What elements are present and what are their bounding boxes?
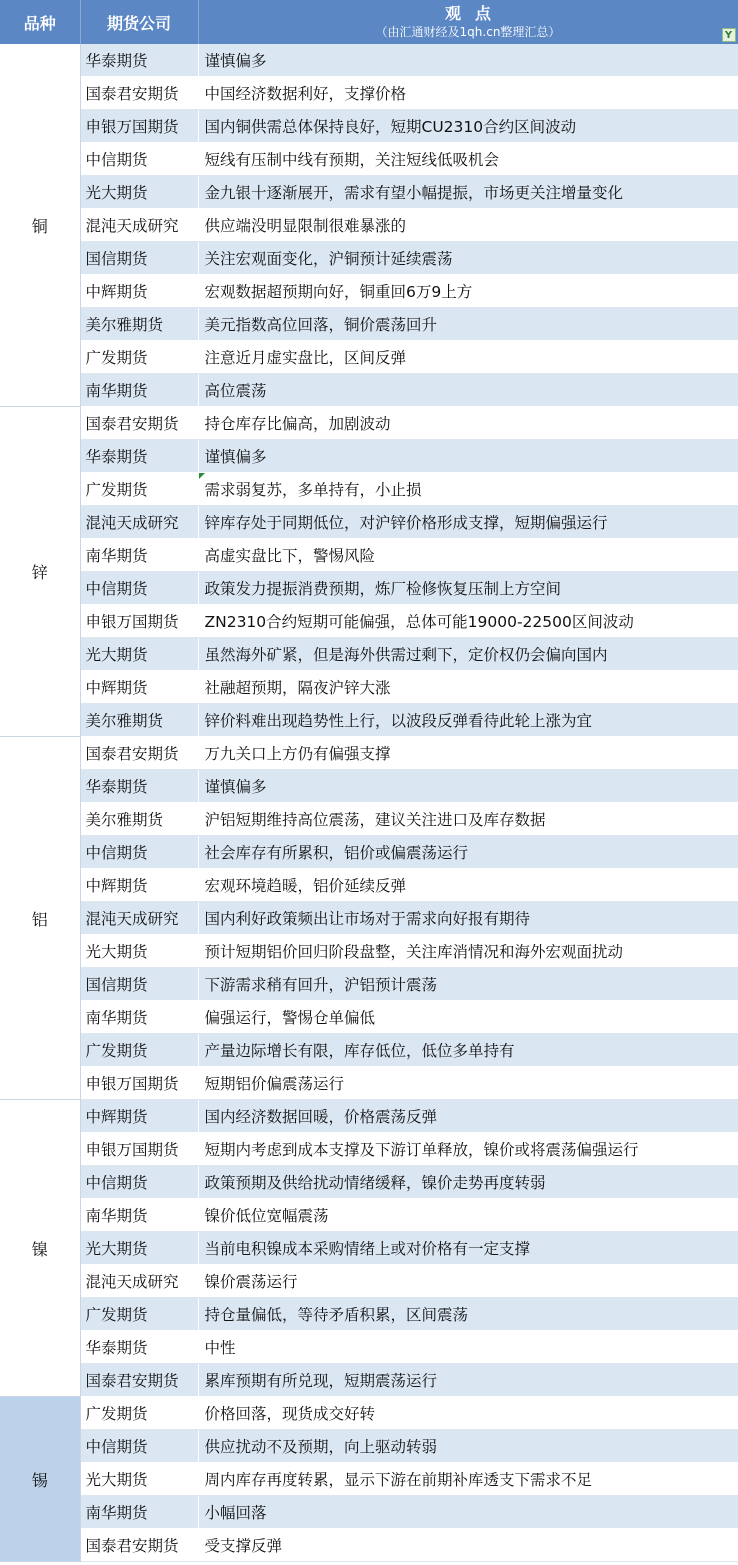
- view-cell: 谨慎偏多: [198, 770, 738, 803]
- table-row: [0, 671, 738, 704]
- view-cell: 中性: [198, 1331, 738, 1364]
- company-cell: 中辉期货: [80, 275, 198, 308]
- company-cell: 南华期货: [80, 539, 198, 572]
- company-cell: 国泰君安期货: [80, 77, 198, 110]
- table-row: [0, 275, 738, 308]
- table-row: [0, 1430, 738, 1463]
- table-row: [0, 605, 738, 638]
- header-row: [0, 0, 738, 44]
- view-cell: 下游需求稍有回升，沪铝预计震荡: [198, 968, 738, 1001]
- view-header[interactable]: [198, 0, 738, 44]
- table-row: [0, 1298, 738, 1331]
- company-cell: 美尔雅期货: [80, 308, 198, 341]
- view-cell: 国内利好政策频出让市场对于需求向好报有期待: [198, 902, 738, 935]
- company-cell: 申银万国期货: [80, 605, 198, 638]
- table-row: [0, 1034, 738, 1067]
- company-cell: 国泰君安期货: [80, 737, 198, 770]
- company-header[interactable]: 期货公司: [80, 0, 198, 44]
- view-cell: 注意近月虚实盘比，区间反弹: [198, 341, 738, 374]
- view-cell: 受支撑反弹: [198, 1529, 738, 1562]
- company-cell: 申银万国期货: [80, 1067, 198, 1100]
- company-cell: 南华期货: [80, 1199, 198, 1232]
- table-row: [0, 1001, 738, 1034]
- view-cell: 锌价料难出现趋势性上行，以波段反弹看待此轮上涨为宜: [198, 704, 738, 737]
- table-row: [0, 143, 738, 176]
- view-cell: 短期铝价偏震荡运行: [198, 1067, 738, 1100]
- view-cell: 周内库存再度转累，显示下游在前期补库透支下需求不足: [198, 1463, 738, 1496]
- category-cell: 镍: [0, 1100, 80, 1397]
- table-row: [0, 935, 738, 968]
- company-cell: 美尔雅期货: [80, 803, 198, 836]
- view-cell: 政策预期及供给扰动情绪缓释，镍价走势再度转弱: [198, 1166, 738, 1199]
- company-cell: 中辉期货: [80, 671, 198, 704]
- company-cell: 混沌天成研究: [80, 209, 198, 242]
- company-cell: 混沌天成研究: [80, 902, 198, 935]
- company-cell: 广发期货: [80, 1298, 198, 1331]
- table-row: [0, 1364, 738, 1397]
- company-cell: 华泰期货: [80, 44, 198, 77]
- view-cell: 万九关口上方仍有偏强支撑: [198, 737, 738, 770]
- table-row: [0, 1067, 738, 1100]
- table-row: [0, 110, 738, 143]
- company-cell: 中信期货: [80, 1166, 198, 1199]
- table-row: [0, 1100, 738, 1133]
- company-cell: 广发期货: [80, 341, 198, 374]
- view-cell: 持仓库存比偏高，加剧波动: [198, 407, 738, 440]
- company-cell: 混沌天成研究: [80, 1265, 198, 1298]
- table-row: [0, 440, 738, 473]
- company-cell: 申银万国期货: [80, 1133, 198, 1166]
- table-row: [0, 770, 738, 803]
- view-cell: 供应扰动不及预期，向上驱动转弱: [198, 1430, 738, 1463]
- filter-icon[interactable]: Y: [722, 28, 736, 42]
- view-cell: 高位震荡: [198, 374, 738, 407]
- table-row: [0, 341, 738, 374]
- company-cell: 光大期货: [80, 1232, 198, 1265]
- table-row: [0, 1529, 738, 1562]
- table-row: [0, 869, 738, 902]
- view-cell: 镍价震荡运行: [198, 1265, 738, 1298]
- company-cell: 国信期货: [80, 242, 198, 275]
- view-cell: 镍价低位宽幅震荡: [198, 1199, 738, 1232]
- table-row: [0, 1397, 738, 1430]
- view-cell: 国内经济数据回暖，价格震荡反弹: [198, 1100, 738, 1133]
- view-cell: 预计短期铝价回归阶段盘整，关注库消情况和海外宏观面扰动: [198, 935, 738, 968]
- table-row: [0, 572, 738, 605]
- view-cell: 累库预期有所兑现，短期震荡运行: [198, 1364, 738, 1397]
- view-cell: 美元指数高位回落，铜价震荡回升: [198, 308, 738, 341]
- table-row: [0, 539, 738, 572]
- table-row: [0, 803, 738, 836]
- category-cell: 锡: [0, 1397, 80, 1562]
- view-cell: 政策发力提振消费预期，炼厂检修恢复压制上方空间: [198, 572, 738, 605]
- company-cell: 光大期货: [80, 1463, 198, 1496]
- view-cell: 持仓量偏低，等待矛盾积累，区间震荡: [198, 1298, 738, 1331]
- view-cell: 沪铝短期维持高位震荡，建议关注进口及库存数据: [198, 803, 738, 836]
- company-cell: 美尔雅期货: [80, 704, 198, 737]
- table-row: [0, 704, 738, 737]
- company-cell: 广发期货: [80, 1034, 198, 1067]
- view-header-subtitle: （由汇通财经及1qh.cn整理汇总）: [375, 24, 561, 39]
- table-row: [0, 1133, 738, 1166]
- company-cell: 国信期货: [80, 968, 198, 1001]
- company-cell: 广发期货: [80, 473, 198, 506]
- view-cell: 中国经济数据利好，支撑价格: [198, 77, 738, 110]
- company-cell: 国泰君安期货: [80, 1529, 198, 1562]
- view-cell: 锌库存处于同期低位，对沪锌价格形成支撑，短期偏强运行: [198, 506, 738, 539]
- table-row: [0, 374, 738, 407]
- view-cell: 社会库存有所累积，铝价或偏震荡运行: [198, 836, 738, 869]
- table-row: [0, 1496, 738, 1529]
- view-cell: 供应端没明显限制很难暴涨的: [198, 209, 738, 242]
- table-row: [0, 1232, 738, 1265]
- company-cell: 南华期货: [80, 374, 198, 407]
- company-cell: 光大期货: [80, 638, 198, 671]
- view-cell: 关注宏观面变化，沪铜预计延续震荡: [198, 242, 738, 275]
- table-row: [0, 1265, 738, 1298]
- table-row: [0, 44, 738, 77]
- table-row: [0, 209, 738, 242]
- view-cell: 短期内考虑到成本支撑及下游订单释放，镍价或将震荡偏强运行: [198, 1133, 738, 1166]
- table-row: [0, 506, 738, 539]
- company-cell: 华泰期货: [80, 770, 198, 803]
- view-cell: ZN2310合约短期可能偏强，总体可能19000-22500区间波动: [198, 605, 738, 638]
- table-row: [0, 737, 738, 770]
- view-cell: 偏强运行，警惕仓单偏低: [198, 1001, 738, 1034]
- category-cell: 锌: [0, 407, 80, 737]
- category-cell: 铝: [0, 737, 80, 1100]
- view-cell: 谨慎偏多: [198, 440, 738, 473]
- company-cell: 国泰君安期货: [80, 1364, 198, 1397]
- company-cell: 申银万国期货: [80, 110, 198, 143]
- view-cell: 宏观环境趋暖，铝价延续反弹: [198, 869, 738, 902]
- company-cell: 南华期货: [80, 1001, 198, 1034]
- company-cell: 中信期货: [80, 143, 198, 176]
- company-cell: 中信期货: [80, 572, 198, 605]
- company-cell: 中辉期货: [80, 869, 198, 902]
- category-header[interactable]: 品种: [0, 0, 80, 44]
- company-cell: 中信期货: [80, 1430, 198, 1463]
- table-row: [0, 407, 738, 440]
- view-cell: 宏观数据超预期向好，铜重回6万9上方: [198, 275, 738, 308]
- table-row: [0, 1199, 738, 1232]
- view-cell: 社融超预期，隔夜沪锌大涨: [198, 671, 738, 704]
- table-row: [0, 1166, 738, 1199]
- table-row: [0, 638, 738, 671]
- view-cell: 谨慎偏多: [198, 44, 738, 77]
- table-row: [0, 902, 738, 935]
- company-cell: 中辉期货: [80, 1100, 198, 1133]
- view-cell: 小幅回落: [198, 1496, 738, 1529]
- view-cell: 产量边际增长有限，库存低位，低位多单持有: [198, 1034, 738, 1067]
- table-row: [0, 968, 738, 1001]
- table-row: [0, 1331, 738, 1364]
- company-cell: 光大期货: [80, 176, 198, 209]
- view-cell: 当前电积镍成本采购情绪上或对价格有一定支撑: [198, 1232, 738, 1265]
- company-cell: 混沌天成研究: [80, 506, 198, 539]
- view-cell: 金九银十逐渐展开，需求有望小幅提振，市场更关注增量变化: [198, 176, 738, 209]
- company-cell: 华泰期货: [80, 1331, 198, 1364]
- category-cell: 铜: [0, 44, 80, 407]
- table-row: [0, 473, 738, 506]
- company-cell: 华泰期货: [80, 440, 198, 473]
- company-cell: 国泰君安期货: [80, 407, 198, 440]
- table-row: [0, 176, 738, 209]
- company-cell: 中信期货: [80, 836, 198, 869]
- view-cell: 高虚实盘比下，警惕风险: [198, 539, 738, 572]
- table-row: [0, 836, 738, 869]
- view-cell: 虽然海外矿紧，但是海外供需过剩下，定价权仍会偏向国内: [198, 638, 738, 671]
- company-cell: 南华期货: [80, 1496, 198, 1529]
- view-cell: 需求弱复苏，多单持有，小止损: [198, 473, 738, 506]
- table-row: [0, 77, 738, 110]
- company-cell: 光大期货: [80, 935, 198, 968]
- view-cell: 价格回落，现货成交好转: [198, 1397, 738, 1430]
- view-cell: 短线有压制中线有预期，关注短线低吸机会: [198, 143, 738, 176]
- view-cell: 国内铜供需总体保持良好，短期CU2310合约区间波动: [198, 110, 738, 143]
- table-row: [0, 242, 738, 275]
- company-cell: 广发期货: [80, 1397, 198, 1430]
- view-header-title: 观点: [444, 4, 505, 24]
- table-row: [0, 308, 738, 341]
- table-row: [0, 1463, 738, 1496]
